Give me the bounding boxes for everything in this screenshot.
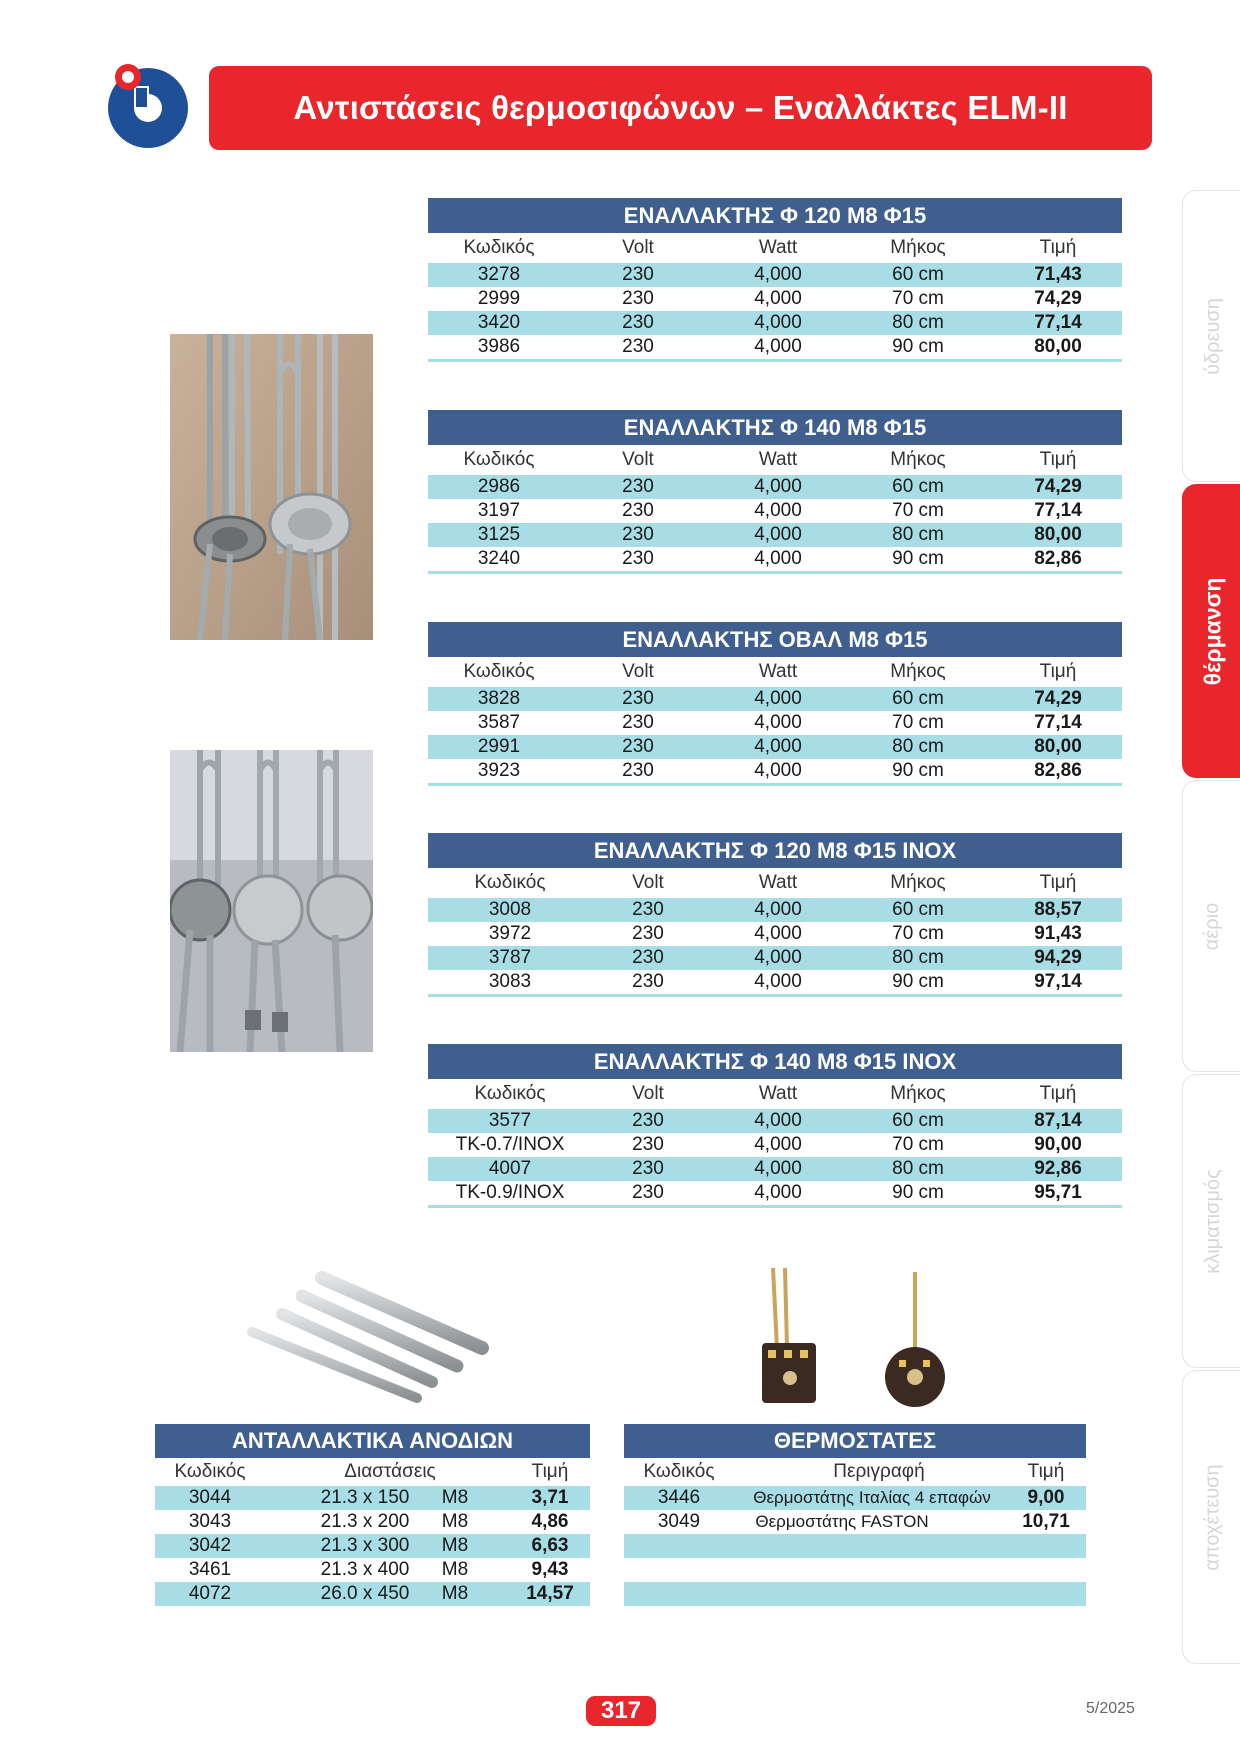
cell-watt: 4,000 bbox=[754, 524, 802, 545]
cell-price: 82,86 bbox=[1034, 548, 1082, 569]
cell-desc: Θερμοστάτης FASTON bbox=[755, 1512, 929, 1531]
cell-price: 74,29 bbox=[1034, 688, 1082, 709]
table-row bbox=[428, 759, 1122, 786]
col-code: Κωδικός bbox=[474, 872, 546, 893]
cell-length: 60 cm bbox=[892, 899, 944, 920]
cell-watt: 4,000 bbox=[754, 923, 802, 944]
col-volt: Volt bbox=[622, 449, 654, 470]
cell-price: 91,43 bbox=[1034, 923, 1082, 944]
cell-code: 3044 bbox=[188, 1487, 232, 1508]
cell-price: 14,57 bbox=[526, 1583, 574, 1604]
col-price: Τιμή bbox=[531, 1461, 569, 1482]
cell-code: 3972 bbox=[488, 923, 532, 944]
col-watt: Watt bbox=[758, 872, 798, 893]
cell-dims: 21.3 x 400 bbox=[320, 1559, 410, 1580]
cell-price: 88,57 bbox=[1034, 899, 1082, 920]
col-volt: Volt bbox=[622, 661, 654, 682]
cell-price: 4,86 bbox=[531, 1511, 569, 1532]
cell-code: TK-0.7/INOX bbox=[455, 1134, 565, 1155]
cell-code: 3986 bbox=[477, 336, 521, 357]
cell-price: 77,14 bbox=[1034, 312, 1082, 333]
table-header-row bbox=[155, 1458, 590, 1486]
cell-watt: 4,000 bbox=[754, 1158, 802, 1179]
cell-volt: 230 bbox=[632, 1158, 664, 1179]
table-title: ΕΝΑΛΛΑΚΤΗΣ Φ 140 Μ8 Φ15 bbox=[428, 410, 1122, 445]
cell-length: 90 cm bbox=[892, 971, 944, 992]
cell-thread: M8 bbox=[441, 1511, 469, 1532]
heat-exchanger-photo bbox=[170, 334, 373, 640]
table-row bbox=[428, 263, 1122, 287]
exchanger-table-120-inox bbox=[428, 833, 1122, 997]
cell-watt: 4,000 bbox=[754, 688, 802, 709]
table-row bbox=[428, 1181, 1122, 1208]
cell-code: 3083 bbox=[488, 971, 532, 992]
cell-code: 3461 bbox=[188, 1559, 232, 1580]
cell-code: 3787 bbox=[488, 947, 532, 968]
table-header-row bbox=[428, 233, 1122, 263]
cell-volt: 230 bbox=[632, 971, 664, 992]
cell-code: 4072 bbox=[188, 1583, 232, 1604]
side-tab-apoxeteysi[interactable]: αποχέτευση bbox=[1182, 1370, 1240, 1664]
cell-length: 90 cm bbox=[892, 1182, 944, 1203]
cell-length: 70 cm bbox=[892, 500, 944, 521]
exchanger-table-oval bbox=[428, 622, 1122, 786]
col-watt: Watt bbox=[758, 661, 798, 682]
cell-price: 80,00 bbox=[1034, 336, 1082, 357]
table-row bbox=[428, 711, 1122, 735]
cell-price: 95,71 bbox=[1034, 1182, 1082, 1203]
table-row bbox=[428, 735, 1122, 759]
cell-code: 2999 bbox=[477, 288, 521, 309]
page-number: 317 bbox=[586, 1696, 656, 1726]
col-length: Μήκος bbox=[890, 237, 946, 258]
side-tab-aerio[interactable]: αέριο bbox=[1182, 780, 1240, 1072]
cell-dims: 21.3 x 300 bbox=[320, 1535, 410, 1556]
table-title: ΑΝΤΑΛΛΑΚΤΙΚΑ ΑΝΟΔΙΩΝ bbox=[155, 1424, 590, 1458]
cell-code: 3042 bbox=[188, 1535, 232, 1556]
company-logo bbox=[105, 62, 189, 148]
inox-heat-exchanger-photo bbox=[170, 750, 373, 1052]
cell-code: 3828 bbox=[477, 688, 521, 709]
cell-price: 77,14 bbox=[1034, 712, 1082, 733]
cell-watt: 4,000 bbox=[754, 712, 802, 733]
cell-price: 9,00 bbox=[1027, 1487, 1065, 1508]
table-title: ΘΕΡΜΟΣΤΑΤΕΣ bbox=[624, 1424, 1086, 1458]
cell-watt: 4,000 bbox=[754, 1110, 802, 1131]
cell-price: 94,29 bbox=[1034, 947, 1082, 968]
cell-length: 70 cm bbox=[892, 712, 944, 733]
cell-thread: M8 bbox=[441, 1559, 469, 1580]
cell-watt: 4,000 bbox=[754, 899, 802, 920]
cell-length: 60 cm bbox=[892, 1110, 944, 1131]
cell-watt: 4,000 bbox=[754, 476, 802, 497]
table-title: ΕΝΑΛΛΑΚΤΗΣ ΟΒΑΛ Μ8 Φ15 bbox=[428, 622, 1122, 657]
cell-thread: M8 bbox=[441, 1583, 469, 1604]
table-row bbox=[428, 311, 1122, 335]
cell-watt: 4,000 bbox=[754, 736, 802, 757]
table-row bbox=[428, 1109, 1122, 1133]
table-title: ΕΝΑΛΛΑΚΤΗΣ Φ 120 Μ8 Φ15 bbox=[428, 198, 1122, 233]
cell-volt: 230 bbox=[622, 548, 654, 569]
cell-dims: 21.3 x 200 bbox=[320, 1511, 410, 1532]
table-row bbox=[624, 1534, 1086, 1558]
cell-volt: 230 bbox=[632, 1110, 664, 1131]
cell-code: 3197 bbox=[477, 500, 521, 521]
cell-volt: 230 bbox=[622, 500, 654, 521]
table-header-row bbox=[428, 657, 1122, 687]
table-row bbox=[428, 547, 1122, 574]
cell-price: 87,14 bbox=[1034, 1110, 1082, 1131]
table-row bbox=[428, 499, 1122, 523]
cell-code: TK-0.9/INOX bbox=[455, 1182, 565, 1203]
cell-length: 80 cm bbox=[892, 1158, 944, 1179]
table-row bbox=[428, 946, 1122, 970]
table-header-row bbox=[624, 1458, 1086, 1486]
cell-code: 3923 bbox=[477, 760, 521, 781]
col-length: Μήκος bbox=[890, 1083, 946, 1104]
cell-code: 2991 bbox=[477, 736, 521, 757]
cell-code: 2986 bbox=[477, 476, 521, 497]
cell-length: 70 cm bbox=[892, 1134, 944, 1155]
cell-length: 80 cm bbox=[892, 524, 944, 545]
thermostat-italia-photo bbox=[750, 1268, 830, 1408]
col-watt: Watt bbox=[758, 449, 798, 470]
cell-volt: 230 bbox=[622, 524, 654, 545]
col-price: Τιμή bbox=[1039, 661, 1077, 682]
cell-volt: 230 bbox=[622, 712, 654, 733]
col-code: Κωδικός bbox=[474, 1083, 546, 1104]
col-price: Τιμή bbox=[1039, 449, 1077, 470]
col-price: Τιμή bbox=[1039, 872, 1077, 893]
cell-volt: 230 bbox=[632, 1182, 664, 1203]
cell-code: 3587 bbox=[477, 712, 521, 733]
table-row bbox=[428, 475, 1122, 499]
cell-price: 82,86 bbox=[1034, 760, 1082, 781]
cell-length: 60 cm bbox=[892, 688, 944, 709]
cell-price: 6,63 bbox=[531, 1535, 569, 1556]
table-row bbox=[428, 970, 1122, 997]
cell-price: 9,43 bbox=[531, 1559, 569, 1580]
cell-volt: 230 bbox=[632, 899, 664, 920]
cell-volt: 230 bbox=[622, 264, 654, 285]
cell-watt: 4,000 bbox=[754, 288, 802, 309]
cell-length: 80 cm bbox=[892, 736, 944, 757]
cell-watt: 4,000 bbox=[754, 971, 802, 992]
exchanger-table-140-inox bbox=[428, 1044, 1122, 1208]
table-row bbox=[155, 1534, 590, 1558]
col-code: Κωδικός bbox=[174, 1461, 246, 1482]
anode-rods-photo bbox=[242, 1268, 497, 1403]
cell-desc: Θερμοστάτης Ιταλίας 4 επαφών bbox=[753, 1488, 991, 1507]
exchanger-table-140 bbox=[428, 410, 1122, 574]
table-row bbox=[428, 335, 1122, 362]
cell-watt: 4,000 bbox=[754, 548, 802, 569]
cell-length: 90 cm bbox=[892, 760, 944, 781]
cell-volt: 230 bbox=[622, 336, 654, 357]
cell-price: 3,71 bbox=[531, 1487, 569, 1508]
cell-length: 70 cm bbox=[892, 288, 944, 309]
cell-watt: 4,000 bbox=[754, 312, 802, 333]
col-code: Κωδικός bbox=[463, 237, 535, 258]
cell-volt: 230 bbox=[622, 288, 654, 309]
table-row bbox=[624, 1558, 1086, 1582]
cell-watt: 4,000 bbox=[754, 947, 802, 968]
cell-code: 3278 bbox=[477, 264, 521, 285]
cell-price: 80,00 bbox=[1034, 524, 1082, 545]
col-dims: Διαστάσεις bbox=[344, 1461, 436, 1482]
cell-code: 3049 bbox=[657, 1511, 701, 1532]
col-desc: Περιγραφή bbox=[833, 1461, 925, 1482]
table-row bbox=[624, 1510, 1086, 1534]
cell-watt: 4,000 bbox=[754, 1182, 802, 1203]
col-code: Κωδικός bbox=[643, 1461, 715, 1482]
col-watt: Watt bbox=[758, 237, 798, 258]
cell-length: 80 cm bbox=[892, 312, 944, 333]
cell-watt: 4,000 bbox=[754, 264, 802, 285]
col-length: Μήκος bbox=[890, 449, 946, 470]
table-row bbox=[428, 523, 1122, 547]
cell-volt: 230 bbox=[622, 736, 654, 757]
cell-volt: 230 bbox=[632, 923, 664, 944]
table-row bbox=[624, 1582, 1086, 1606]
cell-volt: 230 bbox=[622, 312, 654, 333]
side-tab-thermansi[interactable]: θέρμανση bbox=[1182, 484, 1240, 778]
cell-length: 90 cm bbox=[892, 548, 944, 569]
cell-code: 3577 bbox=[488, 1110, 532, 1131]
cell-volt: 230 bbox=[622, 476, 654, 497]
cell-watt: 4,000 bbox=[754, 760, 802, 781]
col-code: Κωδικός bbox=[463, 449, 535, 470]
table-row bbox=[428, 1133, 1122, 1157]
page-title: Αντιστάσεις θερμοσιφώνων – Εναλλάκτες ELM-II bbox=[209, 66, 1152, 150]
col-length: Μήκος bbox=[890, 661, 946, 682]
thermostats-table bbox=[624, 1424, 1086, 1606]
cell-watt: 4,000 bbox=[754, 1134, 802, 1155]
exchanger-table-120 bbox=[428, 198, 1122, 362]
edition-date: 5/2025 bbox=[1086, 1700, 1135, 1717]
cell-price: 74,29 bbox=[1034, 476, 1082, 497]
table-row bbox=[428, 1157, 1122, 1181]
cell-code: 3420 bbox=[477, 312, 521, 333]
cell-code: 3446 bbox=[657, 1487, 701, 1508]
cell-thread: M8 bbox=[441, 1535, 469, 1556]
cell-length: 90 cm bbox=[892, 336, 944, 357]
col-code: Κωδικός bbox=[463, 661, 535, 682]
cell-price: 80,00 bbox=[1034, 736, 1082, 757]
col-price: Τιμή bbox=[1027, 1461, 1065, 1482]
cell-price: 92,86 bbox=[1034, 1158, 1082, 1179]
cell-dims: 21.3 x 150 bbox=[320, 1487, 410, 1508]
cell-thread: M8 bbox=[441, 1487, 469, 1508]
cell-code: 3125 bbox=[477, 524, 521, 545]
table-header-row bbox=[428, 1079, 1122, 1109]
cell-code: 4007 bbox=[488, 1158, 532, 1179]
cell-price: 97,14 bbox=[1034, 971, 1082, 992]
col-volt: Volt bbox=[632, 872, 664, 893]
table-row bbox=[428, 687, 1122, 711]
col-volt: Volt bbox=[632, 1083, 664, 1104]
table-header-row bbox=[428, 868, 1122, 898]
cell-price: 10,71 bbox=[1022, 1511, 1070, 1532]
cell-length: 60 cm bbox=[892, 264, 944, 285]
table-title: ΕΝΑΛΛΑΚΤΗΣ Φ 120 Μ8 Φ15 INOX bbox=[428, 833, 1122, 868]
table-row bbox=[428, 898, 1122, 922]
cell-length: 80 cm bbox=[892, 947, 944, 968]
cell-length: 70 cm bbox=[892, 923, 944, 944]
col-watt: Watt bbox=[758, 1083, 798, 1104]
cell-price: 71,43 bbox=[1034, 264, 1082, 285]
table-row bbox=[155, 1558, 590, 1582]
side-tab-ydreysi[interactable]: ύδρευση bbox=[1182, 190, 1240, 482]
cell-watt: 4,000 bbox=[754, 336, 802, 357]
col-price: Τιμή bbox=[1039, 1083, 1077, 1104]
cell-code: 3240 bbox=[477, 548, 521, 569]
table-title: ΕΝΑΛΛΑΚΤΗΣ Φ 140 Μ8 Φ15 INOX bbox=[428, 1044, 1122, 1079]
cell-price: 77,14 bbox=[1034, 500, 1082, 521]
table-header-row bbox=[428, 445, 1122, 475]
cell-volt: 230 bbox=[622, 760, 654, 781]
cell-volt: 230 bbox=[622, 688, 654, 709]
table-row bbox=[155, 1510, 590, 1534]
cell-price: 74,29 bbox=[1034, 288, 1082, 309]
thermostat-faston-photo bbox=[875, 1272, 955, 1412]
cell-code: 3008 bbox=[488, 899, 532, 920]
table-row bbox=[428, 287, 1122, 311]
col-volt: Volt bbox=[622, 237, 654, 258]
cell-watt: 4,000 bbox=[754, 500, 802, 521]
col-length: Μήκος bbox=[890, 872, 946, 893]
cell-code: 3043 bbox=[188, 1511, 232, 1532]
table-row bbox=[428, 922, 1122, 946]
table-row bbox=[155, 1582, 590, 1606]
cell-length: 60 cm bbox=[892, 476, 944, 497]
table-row bbox=[624, 1486, 1086, 1510]
cell-volt: 230 bbox=[632, 947, 664, 968]
cell-volt: 230 bbox=[632, 1134, 664, 1155]
side-tab-klimatismos[interactable]: κλιματισμός bbox=[1182, 1074, 1240, 1368]
cell-price: 90,00 bbox=[1034, 1134, 1082, 1155]
anodes-table bbox=[155, 1424, 590, 1606]
col-price: Τιμή bbox=[1039, 237, 1077, 258]
table-row bbox=[155, 1486, 590, 1510]
cell-dims: 26.0 x 450 bbox=[320, 1583, 410, 1604]
